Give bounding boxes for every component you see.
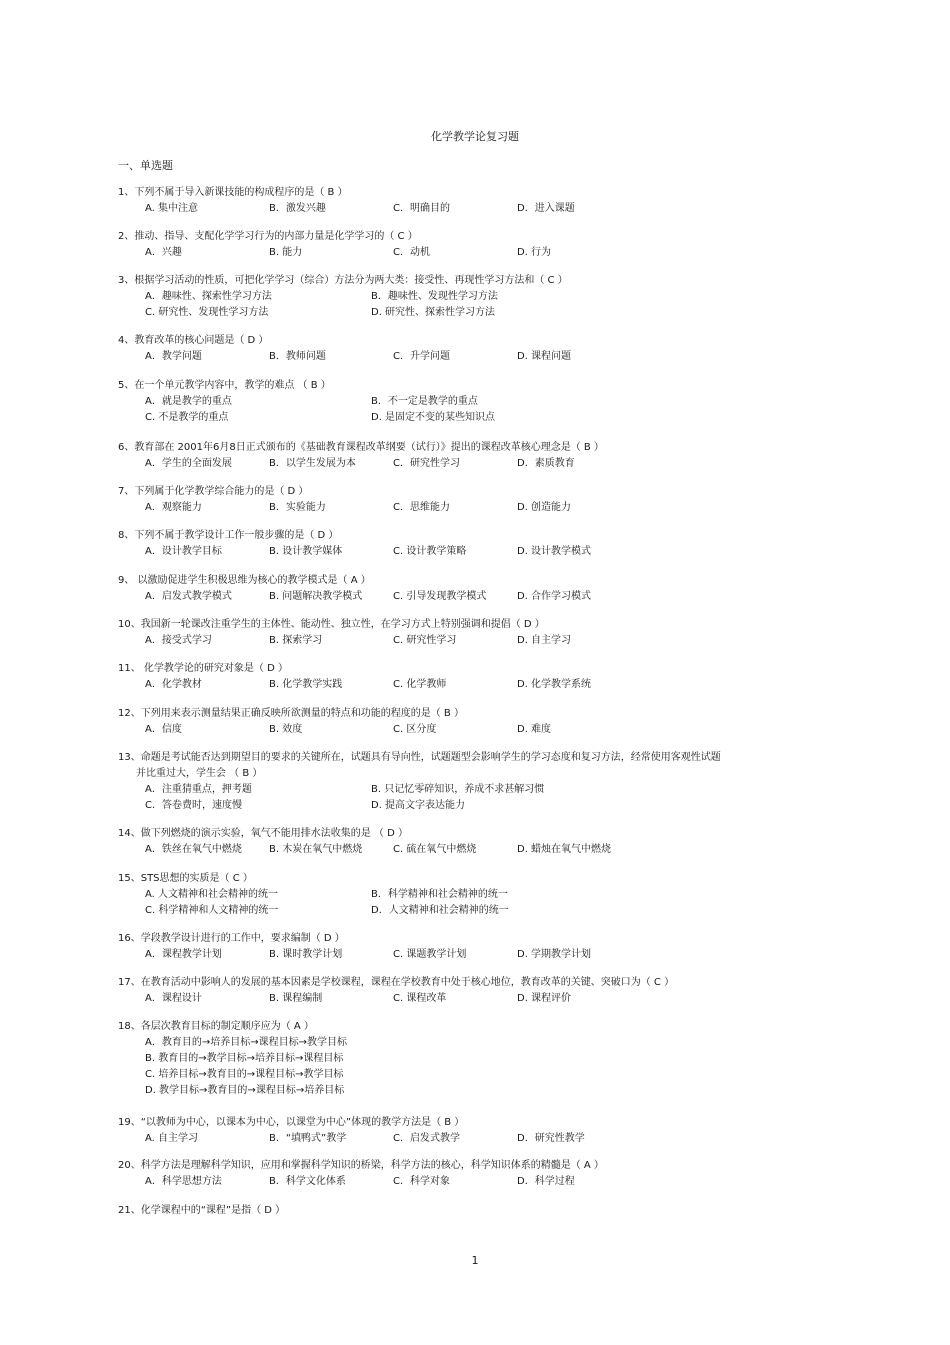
question-stem: 16、学段教学设计进行的工作中，要求编制（ D ） <box>118 933 345 944</box>
answer-option: A．趣味性、探索性学习方法 <box>145 291 272 302</box>
answer-option: A．教育目的→培养目标→课程目标→教学目标 <box>145 1037 347 1048</box>
answer-option: D．进入课题 <box>517 203 575 214</box>
question-item <box>118 617 838 649</box>
option-row <box>118 633 838 649</box>
answer-option: C．升学问题 <box>393 351 450 362</box>
answer-option: C．科学对象 <box>393 1176 450 1187</box>
question-item <box>118 750 838 814</box>
answer-option: A．注重猜重点，押考题 <box>145 784 252 795</box>
answer-option: C. 研究性学习 <box>393 635 457 646</box>
answer-option: D. 创造能力 <box>517 502 572 513</box>
answer-option: D．科学过程 <box>517 1176 575 1187</box>
option-row <box>118 1131 838 1147</box>
answer-option: D. 蜡烛在氧气中燃烧 <box>517 844 612 855</box>
answer-option: D. 行为 <box>517 247 552 258</box>
question-stem: 12、下列用来表示测量结果正确反映所欲测量的特点和功能的程度的是（ B ） <box>118 708 464 719</box>
answer-option: C．动机 <box>393 247 430 258</box>
answer-option: A．兴趣 <box>145 247 182 258</box>
answer-option: B．科学精神和社会精神的统一 <box>371 889 508 900</box>
answer-option: D. 设计教学模式 <box>517 546 592 557</box>
question-stem: 8、下列不属于教学设计工作一般步骤的是（ D ） <box>118 530 339 541</box>
answer-option: A．学生的全面发展 <box>145 458 232 469</box>
answer-option: A．教学问题 <box>145 351 202 362</box>
question-item <box>118 1203 838 1219</box>
answer-option: D. 研究性、探索性学习方法 <box>371 307 496 318</box>
option-row <box>118 903 838 919</box>
answer-option: B．科学文化体系 <box>269 1176 346 1187</box>
answer-option: C. 化学教师 <box>393 679 447 690</box>
question-stem-continued: 并比重过大，学生会 （ B ） <box>136 768 263 779</box>
question-item <box>118 229 838 261</box>
answer-option: D．研究性教学 <box>517 1133 585 1144</box>
answer-option: B. 效度 <box>269 724 303 735</box>
answer-option: C. 区分度 <box>393 724 437 735</box>
answer-option: B. 课时教学计划 <box>269 949 343 960</box>
question-stem: 1、下列不属于导入新课技能的构成程序的是（ B ） <box>118 187 348 198</box>
answer-option: D. 自主学习 <box>517 635 572 646</box>
option-row <box>118 349 838 365</box>
option-row <box>118 1174 838 1190</box>
answer-option: A. 人文精神和社会精神的统一 <box>145 889 279 900</box>
answer-option: A. 集中注意 <box>145 203 199 214</box>
question-item <box>118 333 838 365</box>
question-stem: 7、下列属于化学教学综合能力的是（ D ） <box>118 486 309 497</box>
question-stem: 9、 以激励促进学生积极思维为核心的教学模式是（ A ） <box>118 575 371 586</box>
answer-option: C. 培养目标→教育目的→课程目标→教学目标 <box>145 1069 344 1080</box>
answer-option: C. 设计教学策略 <box>393 546 467 557</box>
answer-option: D. 是固定不变的某些知识点 <box>371 412 496 423</box>
answer-option: B. 木炭在氧气中燃烧 <box>269 844 363 855</box>
answer-option: D. 教学目标→教育目的→课程目标→培养目标 <box>145 1085 345 1096</box>
question-stem: 10、我国新一轮课改注重学生的主体性、能动性、独立性，在学习方式上特别强调和提倡（ D ） <box>118 619 545 630</box>
answer-option: C．启发式教学 <box>393 1133 460 1144</box>
option-row <box>118 289 838 305</box>
answer-option: C. 不是教学的重点 <box>145 412 229 423</box>
answer-option: C. 研究性、发现性学习方法 <box>145 307 269 318</box>
answer-option: A．铁丝在氧气中燃烧 <box>145 844 242 855</box>
question-item <box>118 573 838 605</box>
option-row <box>118 410 838 426</box>
answer-option: B．实验能力 <box>269 502 326 513</box>
question-stem: 13、命题是考试能否达到期望目的要求的关键所在，试题具有导向性，试题题型会影响学生的学习态度和复习方法，经常使用客观性试题 <box>118 752 721 763</box>
answer-option: B. 问题解决教学模式 <box>269 591 363 602</box>
question-item <box>118 1115 838 1147</box>
question-stem: 6、教育部在 2001年6月8日正式颁布的《基础教育课程改革纲要（试行）》提出的课程改革核心理念是（ B ） <box>118 442 604 453</box>
option-row <box>118 722 838 738</box>
answer-option: C．答卷费时，速度慢 <box>145 800 242 811</box>
answer-option: A．信度 <box>145 724 182 735</box>
answer-option: B. 课程编制 <box>269 993 323 1004</box>
page-number: 1 <box>471 1254 479 1267</box>
answer-option: A．观察能力 <box>145 502 202 513</box>
option-row <box>118 798 838 814</box>
answer-option: A．科学思想方法 <box>145 1176 222 1187</box>
question-stem: 2、推动、指导、支配化学学习行为的内部力量是化学学习的（ C ） <box>118 231 418 242</box>
option-row <box>118 394 838 410</box>
question-item <box>118 528 838 560</box>
option-row <box>118 1051 838 1067</box>
question-stem: 14、做下列燃烧的演示实验，氧气不能用排水法收集的是 （ D ） <box>118 828 408 839</box>
answer-option: B．教师问题 <box>269 351 326 362</box>
option-row <box>118 782 838 798</box>
question-item <box>118 484 838 516</box>
answer-option: D．素质教育 <box>517 458 575 469</box>
answer-option: A．化学教材 <box>145 679 202 690</box>
option-row <box>118 589 838 605</box>
question-stem: 3、根据学习活动的性质，可把化学学习（综合）方法分为两大类：接受性、再现性学习方法和（ C ） <box>118 275 568 286</box>
question-stem: 5、在一个单元教学内容中，教学的难点 （ B ） <box>118 380 331 391</box>
answer-option: B．不一定是教学的重点 <box>371 396 478 407</box>
answer-option: C. 课程改革 <box>393 993 447 1004</box>
question-item <box>118 661 838 693</box>
answer-option: A．启发式教学模式 <box>145 591 232 602</box>
answer-option: C. 课题教学计划 <box>393 949 467 960</box>
option-row <box>118 1035 838 1051</box>
option-row <box>118 1067 838 1083</box>
answer-option: A．课程教学计划 <box>145 949 222 960</box>
answer-option: A．就是教学的重点 <box>145 396 232 407</box>
page-title: 化学教学论复习题 <box>431 130 519 143</box>
answer-option: C．明确目的 <box>393 203 450 214</box>
answer-option: D. 合作学习模式 <box>517 591 592 602</box>
answer-option: C．研究性学习 <box>393 458 460 469</box>
option-row <box>118 456 838 472</box>
answer-option: A．接受式学习 <box>145 635 212 646</box>
question-item <box>118 871 838 919</box>
answer-option: B. 探索学习 <box>269 635 323 646</box>
question-item <box>118 273 838 321</box>
answer-option: B. 化学教学实践 <box>269 679 343 690</box>
answer-option: B. 能力 <box>269 247 303 258</box>
answer-option: D. 课程评价 <box>517 993 572 1004</box>
answer-option: B. 设计教学媒体 <box>269 546 343 557</box>
option-row <box>118 305 838 321</box>
question-stem: 17、在教育活动中影响人的发展的基本因素是学校课程，课程在学校教育中处于核心地位，教育改革的关键、突破口为（ C ） <box>118 977 675 988</box>
question-item <box>118 975 838 1007</box>
question-item <box>118 185 838 217</box>
option-row <box>118 887 838 903</box>
answer-option: B．激发兴趣 <box>269 203 326 214</box>
answer-option: B. 教育目的→教学目标→培养目标→课程目标 <box>145 1053 344 1064</box>
option-row <box>118 1083 838 1099</box>
option-row <box>118 991 838 1007</box>
answer-option: C. 硫在氧气中燃烧 <box>393 844 477 855</box>
question-item <box>118 1158 838 1190</box>
answer-option: D. 课程问题 <box>517 351 572 362</box>
answer-option: D. 提高文字表达能力 <box>371 800 466 811</box>
question-stem: 19、“以教师为中心，以课本为中心，以课堂为中心”体现的教学方法是（ B ） <box>118 1117 465 1128</box>
question-stem: 18、各层次教育目标的制定顺序应为（ A ） <box>118 1021 314 1032</box>
answer-option: B．以学生发展为本 <box>269 458 356 469</box>
question-item <box>118 931 838 963</box>
option-row <box>118 677 838 693</box>
question-stem: 15、STS思想的实质是（ C ） <box>118 873 253 884</box>
answer-option: D. 学期教学计划 <box>517 949 592 960</box>
section-heading: 一、单选题 <box>118 159 173 172</box>
answer-option: B．“填鸭式”教学 <box>269 1133 347 1144</box>
question-item <box>118 706 838 738</box>
option-row <box>118 201 838 217</box>
question-item <box>118 440 838 472</box>
answer-option: A．课程设计 <box>145 993 202 1004</box>
question-stem: 4、教育改革的核心问题是（ D ） <box>118 335 269 346</box>
answer-option: C. 科学精神和人文精神的统一 <box>145 905 279 916</box>
question-item <box>118 378 838 426</box>
question-item <box>118 826 838 858</box>
answer-option: A．设计教学目标 <box>145 546 222 557</box>
question-stem: 21、化学课程中的“课程”是指（ D ） <box>118 1205 286 1216</box>
option-row <box>118 842 838 858</box>
answer-option: B. 只记忆零碎知识，养成不求甚解习惯 <box>371 784 545 795</box>
answer-option: D．人文精神和社会精神的统一 <box>371 905 509 916</box>
answer-option: D. 化学教学系统 <box>517 679 592 690</box>
question-item <box>118 1019 838 1099</box>
option-row <box>118 947 838 963</box>
answer-option: B．趣味性、发现性学习方法 <box>371 291 498 302</box>
option-row <box>118 245 838 261</box>
option-row <box>118 500 838 516</box>
answer-option: C．思维能力 <box>393 502 450 513</box>
answer-option: A. 自主学习 <box>145 1133 199 1144</box>
answer-option: D. 难度 <box>517 724 552 735</box>
question-stem: 20、科学方法是理解科学知识，应用和掌握科学知识的桥梁，科学方法的核心，科学知识体系的精髓是（ A ） <box>118 1160 604 1171</box>
option-row <box>118 544 838 560</box>
answer-option: C. 引导发现教学模式 <box>393 591 487 602</box>
question-stem: 11、 化学教学论的研究对象是（ D ） <box>118 663 288 674</box>
